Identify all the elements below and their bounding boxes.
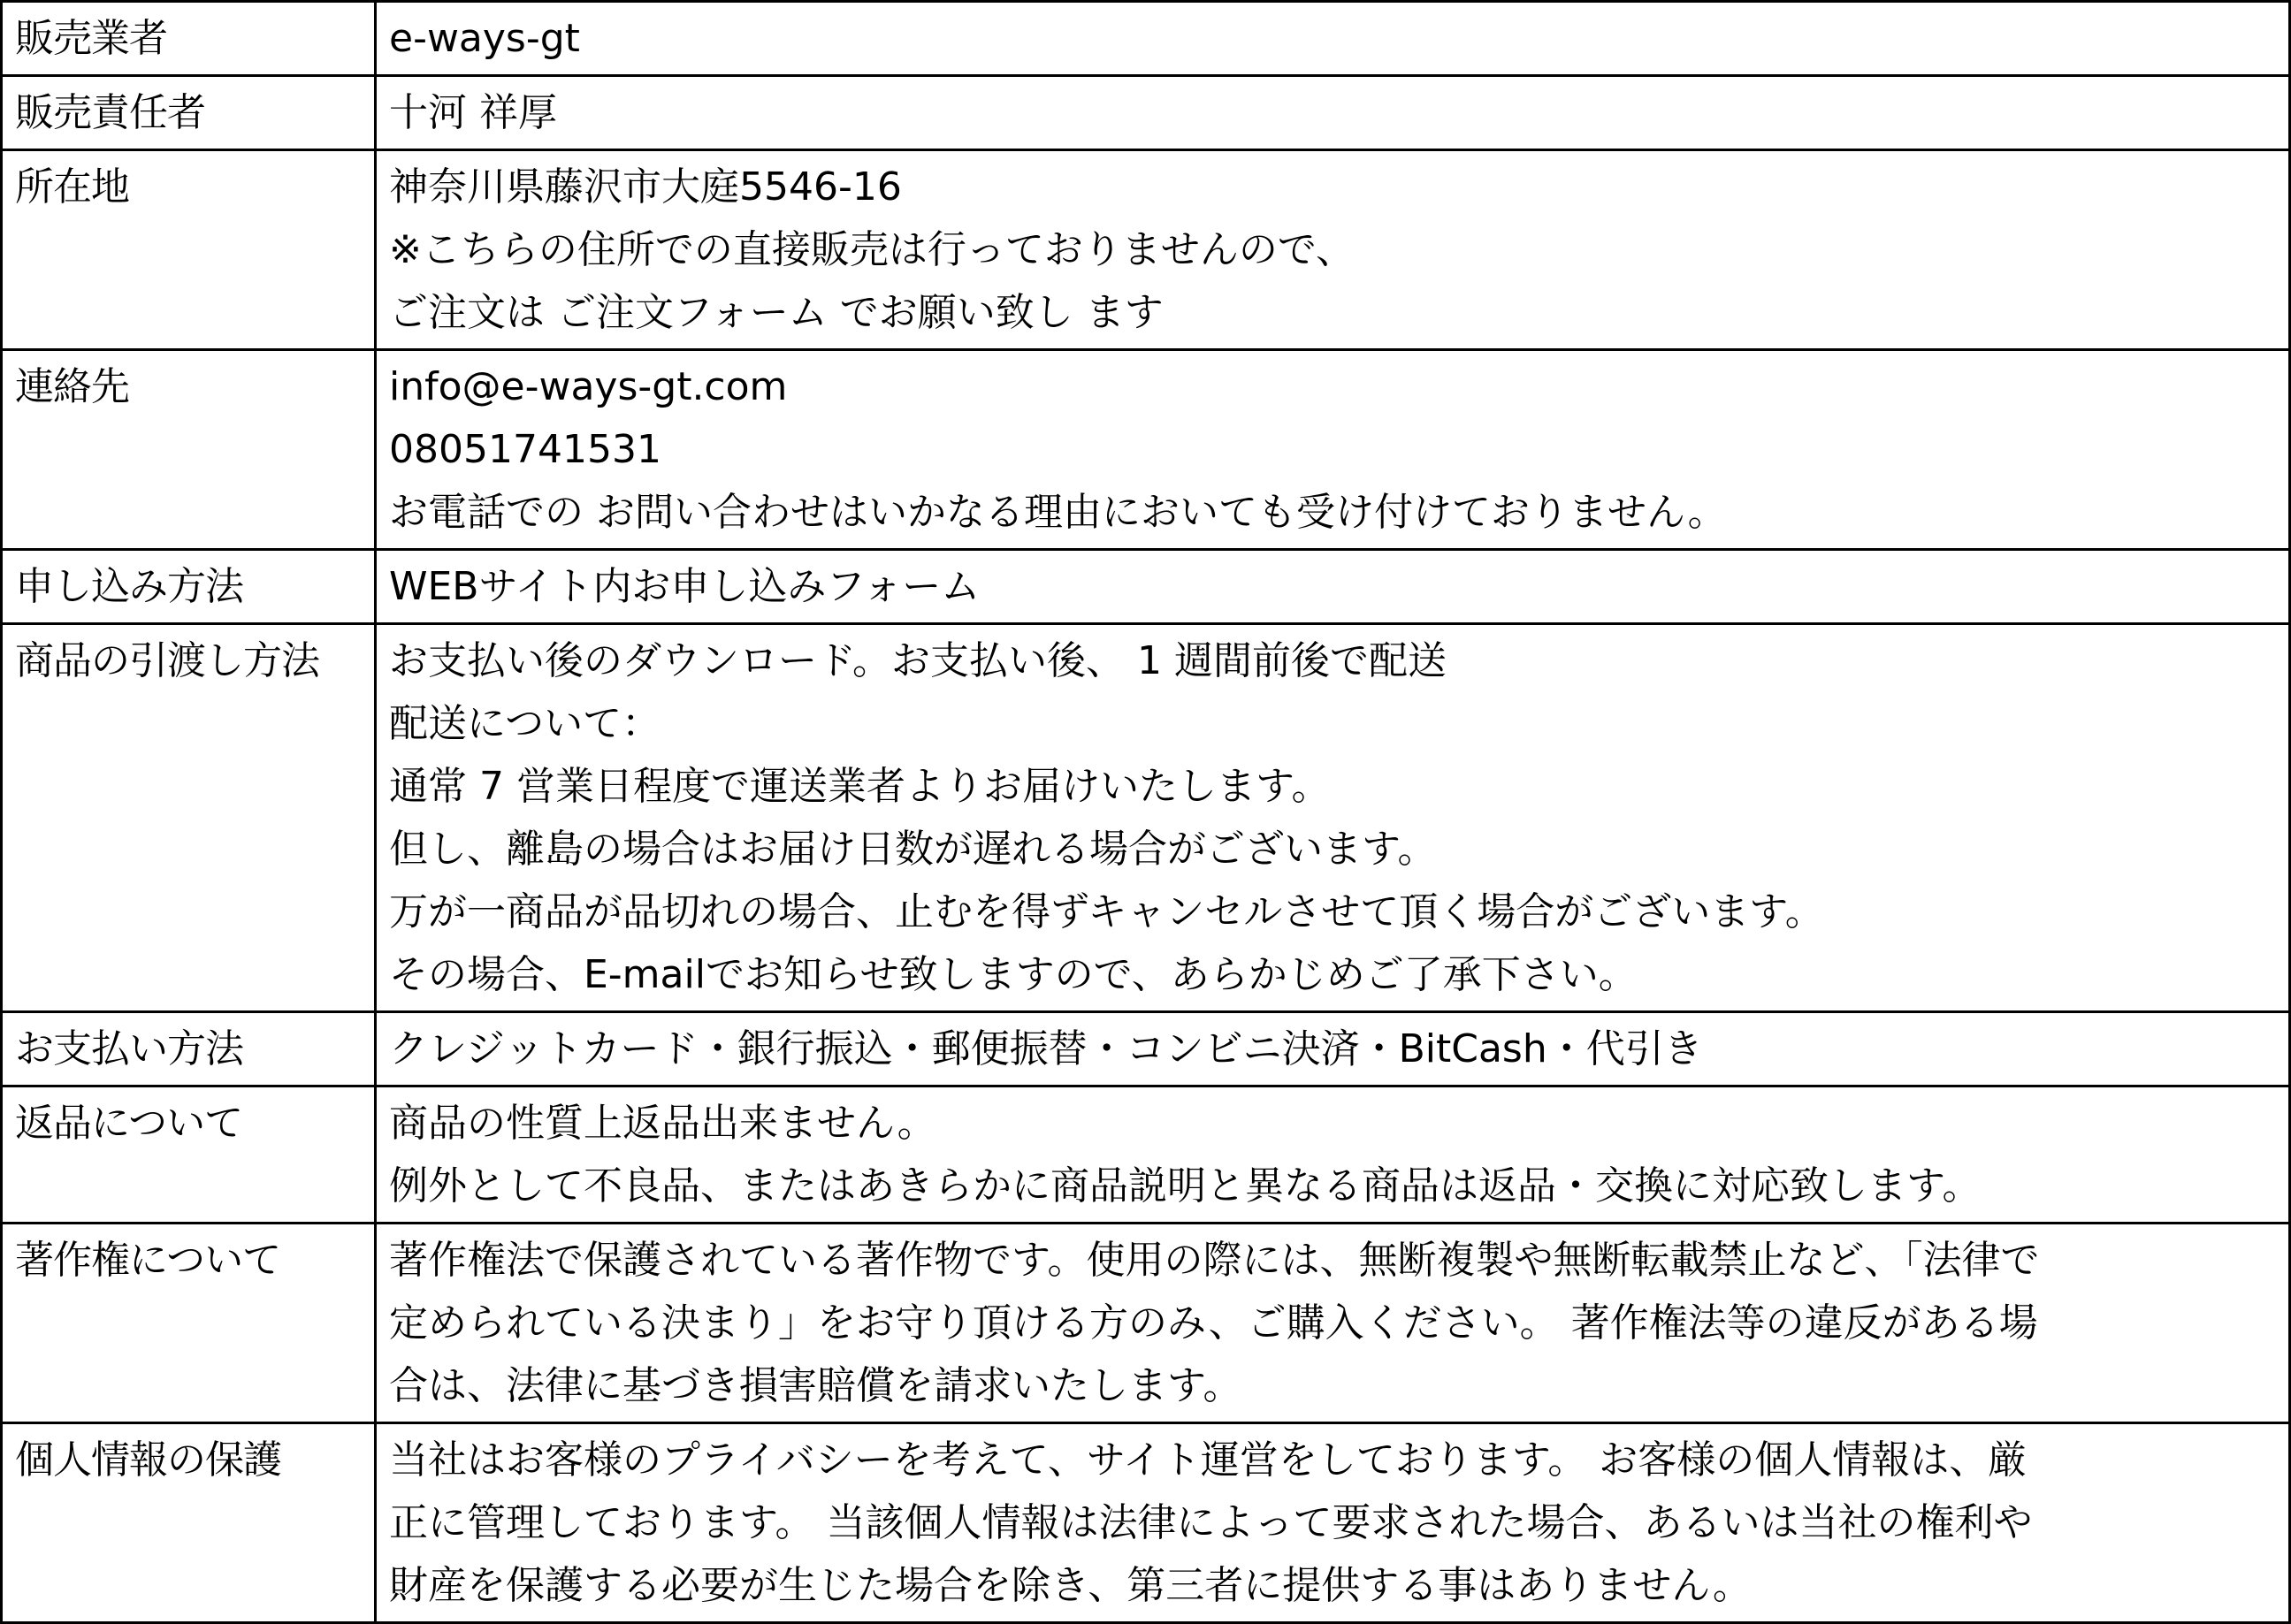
privacy-line-2: 正に管理しております。 当該個人情報は法律によって要求された場合、あるいは当社の権利や: [389, 1500, 2033, 1545]
returns-line-2: 例外として不良品、またはあきらかに商品説明と異なる商品は返品・交換に対応致します。: [389, 1163, 1982, 1208]
privacy-line-1: 当社はお客様のプライバシーを考えて、サイト運営をしております。 お客様の個人情報は、厳: [389, 1437, 2028, 1483]
responsible-person-name: 十河 祥厚: [389, 90, 557, 135]
row-value-payment-method: [376, 1012, 2290, 1086]
address-order-form-line: ご注文は ご注文フォーム でお願い致し ます: [389, 290, 1164, 335]
payment-methods-text: クレジットカード・銀行振込・郵便振替・コンビニ決済・BitCash・代引き: [389, 1026, 1703, 1071]
row-label-address: 所在地: [2, 150, 376, 350]
delivery-line-1: お支払い後のダウンロード。お支払い後、 1 週間前後で配送: [389, 638, 1447, 683]
row-value-returns: [376, 1086, 2290, 1224]
copyright-line-2: 定められている決まり」をお守り頂ける方のみ、ご購入ください。 著作権法等の違反がある場: [389, 1300, 2038, 1346]
row-label-payment-method: お支払い方法: [2, 1012, 376, 1086]
row-value-delivery-method: [376, 624, 2290, 1012]
row-value-seller: [376, 2, 2290, 76]
row-label-delivery-method: 商品の引渡し方法: [2, 624, 376, 1012]
row-label-seller: 販売業者: [2, 2, 376, 76]
table-row-copyright: [2, 1224, 2290, 1423]
table-row-contact: [2, 350, 2290, 550]
row-value-copyright: [376, 1224, 2290, 1423]
table-row-seller: [2, 2, 2290, 76]
table-row-responsible-person: [2, 76, 2290, 150]
row-value-privacy: [376, 1423, 2290, 1623]
delivery-line-6: その場合、E-mailでお知らせ致しますので、あらかじめご了承下さい。: [389, 952, 1638, 997]
row-label-contact: 連絡先: [2, 350, 376, 550]
application-method-text: WEBサイト内お申し込みフォーム: [389, 564, 981, 609]
row-label-copyright: 著作権について: [2, 1224, 376, 1423]
copyright-line-3: 合は、法律に基づき損害賠償を請求いたします。: [389, 1363, 1242, 1408]
table-row-payment-method: [2, 1012, 2290, 1086]
table-row-returns: [2, 1086, 2290, 1224]
row-label-returns: 返品について: [2, 1086, 376, 1224]
row-value-address: [376, 150, 2290, 350]
row-label-application-method: 申し込み方法: [2, 550, 376, 624]
table-row-privacy: [2, 1423, 2290, 1623]
delivery-line-3: 通常 7 営業日程度で運送業者よりお届けいたします。: [389, 764, 1331, 809]
row-value-contact: [376, 350, 2290, 550]
delivery-line-2: 配送について：: [389, 701, 661, 746]
contact-phone-note: お電話での お問い合わせはいかなる理由においても受け付けておりません。: [389, 490, 1727, 535]
table-row-delivery-method: [2, 624, 2290, 1012]
row-label-responsible-person: 販売責任者: [2, 76, 376, 150]
delivery-line-5: 万が一商品が品切れの場合、止むを得ずキャンセルさせて頂く場合がございます。: [389, 889, 1824, 934]
address-line: 神奈川県藤沢市大庭5546-16: [389, 164, 902, 210]
table-row-application-method: [2, 550, 2290, 624]
seller-name: e-ways-gt: [389, 16, 580, 61]
copyright-line-1: 著作権法で保護されている著作物です。使用の際には、無断複製や無断転載禁止など、「法律で: [389, 1238, 2040, 1283]
row-value-application-method: [376, 550, 2290, 624]
returns-line-1: 商品の性質上返品出来ません。: [389, 1101, 936, 1146]
row-label-privacy: 個人情報の保護: [2, 1423, 376, 1623]
contact-phone: 08051741531: [389, 427, 661, 472]
row-value-responsible-person: [376, 76, 2290, 150]
contact-email: info@e-ways-gt.com: [389, 364, 788, 409]
privacy-line-3: 財産を保護する必要が生じた場合を除き、第三者に提供する事はありません。: [389, 1563, 1752, 1608]
delivery-line-4: 但し、離島の場合はお届け日数が遅れる場合がございます。: [389, 827, 1437, 872]
table-row-address: [2, 150, 2290, 350]
address-note-line: ※こちらの住所での直接販売は行っておりませんので、: [389, 227, 1355, 272]
